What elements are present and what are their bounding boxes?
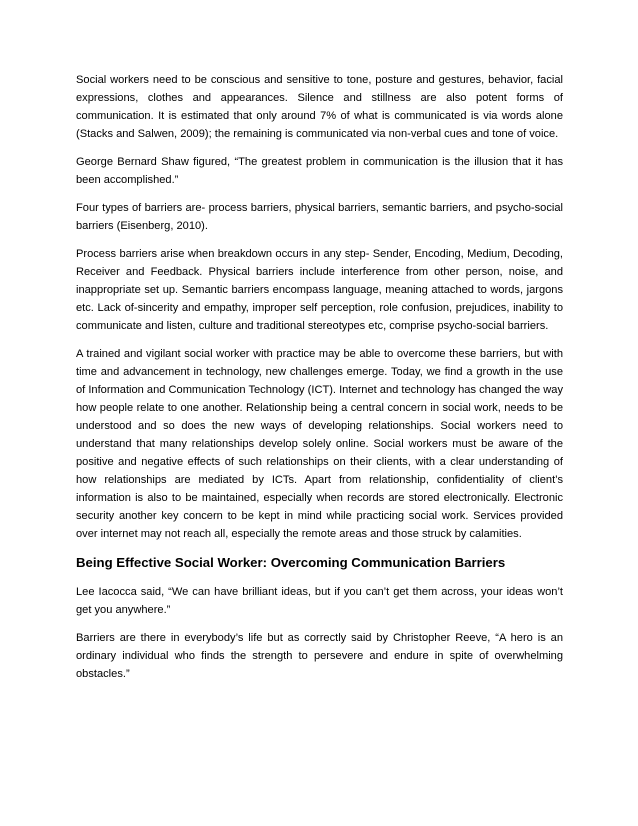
paragraph-barrier-types: Four types of barriers are- process barriers, physical barriers, semantic barriers, and psycho-social barriers (Eisenberg, 2010).	[76, 202, 563, 232]
paragraph-shaw-quote: George Bernard Shaw figured, “The greatest problem in communication is the illusion that it has been accomplished.”	[76, 156, 563, 186]
section-heading: Being Effective Social Worker: Overcoming Communication Barriers	[76, 555, 506, 570]
paragraph-technology-challenges: A trained and vigilant social worker with practice may be able to overcome these barriers, but with time and advancement in technology, new challenges emerge. Today, we find a growth in the use of Information and Communication Technology (ICT). Internet and technology has changed the way how people relate to one another. Relationship being a central concern in social work, needs to be understood and so does the new ways of developing relationships. Social workers need to understand that many relationships develop solely online. Social workers must be aware of the positive and negative effects of such relationships on their clients, with a clear understanding of how relationships are mediated by ICTs. Apart from relationship, confidentiality of client’s information is also to be maintained, especially when records are stored electronically. Electronic security another key concern to be kept in mind while practicing social work. Services provided over internet may not reach all, especially the remote areas and those struck by calamities.	[76, 348, 563, 540]
paragraph-barrier-descriptions: Process barriers arise when breakdown occurs in any step- Sender, Encoding, Medium, Decoding, Receiver and Feedback. Physical barriers include interference from other person, noise, and inappropriate set up. Semantic barriers encompass language, meaning attached to words, jargons etc. Lack of-sincerity and empathy, improper self perception, role confusion, prejudices, inability to communicate and listen, culture and traditional stereotypes etc, comprise psycho-social barriers.	[76, 248, 563, 332]
paragraph-nonverbal-communication: Social workers need to be conscious and sensitive to tone, posture and gestures, behavior, facial expressions, clothes and appearances. Silence and stillness are also potent forms of communication. It is estimated that only around 7% of what is communicated is via words alone (Stacks and Salwen, 2009); the remaining is communicated via non-verbal cues and tone of voice.	[76, 74, 563, 140]
paragraph-iacocca-quote: Lee Iacocca said, “We can have brilliant ideas, but if you can’t get them across, your ideas won’t get you anywhere.”	[76, 586, 563, 616]
paragraph-reeve-quote: Barriers are there in everybody’s life but as correctly said by Christopher Reeve, “A hero is an ordinary individual who finds the strength to persevere and endure in spite of overwhelming obstacles.”	[76, 632, 563, 680]
document-page	[76, 71, 563, 693]
